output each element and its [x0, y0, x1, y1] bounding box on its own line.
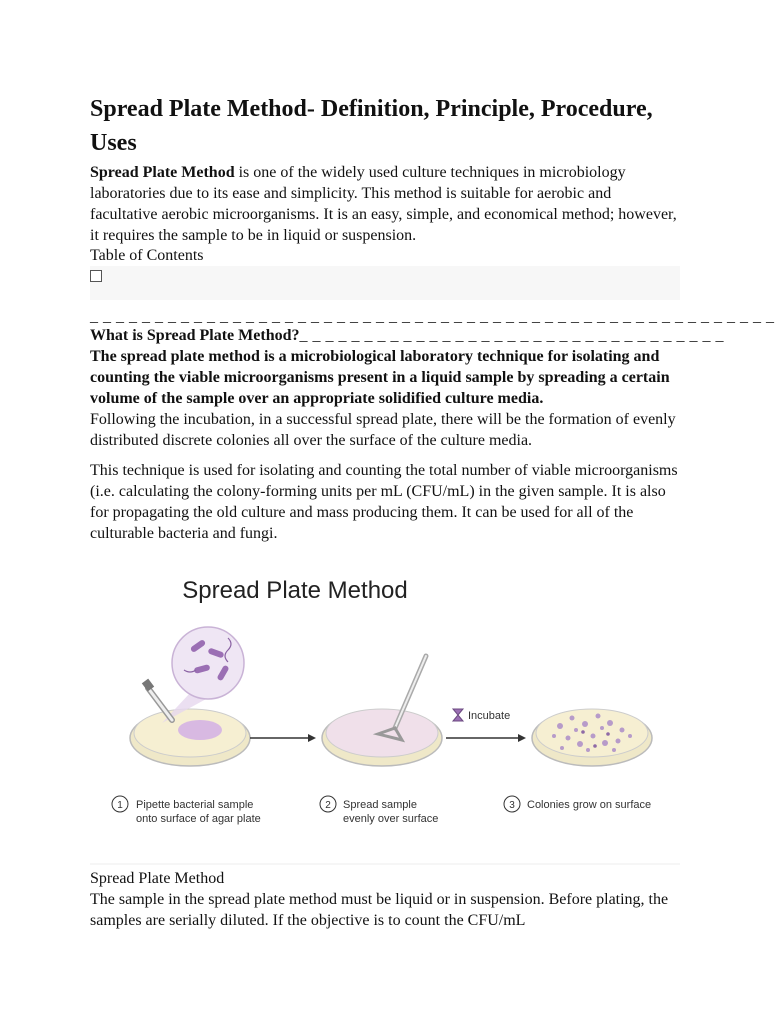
toc-box [90, 266, 680, 300]
intro-lead: Spread Plate Method [90, 164, 235, 181]
step-1-label [112, 796, 261, 825]
section-heading-row [90, 326, 724, 346]
spread-plate-figure [90, 558, 680, 868]
hourglass-icon [453, 709, 463, 721]
step-1-line-1: Pipette bacterial sample [136, 799, 254, 811]
step-2-line-1: Spread sample [343, 799, 417, 811]
toc-label: Table of Contents [90, 247, 204, 264]
step-2-label [320, 796, 438, 825]
dash-divider: _ _ _ _ _ _ _ _ _ _ _ _ _ _ _ _ _ _ _ _ _ _ _ _ _ _ _ _ _ _ _ _ _ _ _ _ _ _ _ _ _ _ _ _ _ _ _ _ _ _ _ _ _ [90, 308, 775, 325]
step-2-number: 2 [325, 800, 331, 811]
step-1-line-2: onto surface of agar plate [136, 813, 261, 825]
step-2-line-2: evenly over surface [343, 813, 439, 825]
uses-paragraph: This technique is used for isolating and counting the total number of viable microorganisms (i.e. calculating the colony-forming units per mL (CFU/mL) in the given sample. It is also for propagating the old culture and mass producing them. It can be used for all of the culturable bacteria and fungi. [90, 462, 678, 542]
incubation-paragraph: Following the incubation, in a successful spread plate, there will be the formation of evenly distributed discrete colonies all over the surface of the culture media. [90, 411, 676, 449]
figure-caption: Spread Plate Method [90, 870, 225, 887]
figure-title: Spread Plate Method [182, 577, 408, 604]
page-title: Spread Plate Method- Definition, Principle, Procedure, Uses [90, 96, 653, 156]
plate-3 [532, 709, 652, 766]
plate-1 [130, 709, 250, 766]
microbe-bubble [162, 627, 244, 723]
sample-paragraph: The sample in the spread plate method must be liquid or in suspension. Before plating, the samples are serially diluted. If the objective is to count the CFU/mL [90, 891, 669, 929]
step-3-line-1: Colonies grow on surface [527, 799, 652, 811]
intro-text: is one of the widely used culture techniques in microbiology laboratories due to its ease and simplicity. This method is suitable for aerobic and facultative aerobic microorganisms. It is an easy, simple, and economical method; however, it requires the sample to be in liquid or suspension. [90, 164, 677, 244]
definition-paragraph: The spread plate method is a microbiological laboratory technique for isolating and counting the viable microorganisms present in a liquid sample by spreading a certain volume of the sample over an appropriate solidified culture media. [90, 348, 670, 407]
arrow-1-icon [250, 734, 316, 742]
step-1-number: 1 [117, 800, 123, 811]
step-3-number: 3 [509, 800, 515, 811]
article [90, 92, 775, 931]
arrow-2-icon [446, 734, 526, 742]
plate-2 [322, 709, 442, 766]
incubate-label: Incubate [468, 710, 511, 722]
intro-paragraph [90, 162, 680, 246]
figure-diagram [90, 558, 680, 868]
toc-toggle-checkbox[interactable] [90, 270, 102, 282]
section-heading: What is Spread Plate Method? [90, 327, 300, 344]
heading-rule: _ _ _ _ _ _ _ _ _ _ _ _ _ _ _ _ _ _ _ _ _ _ _ _ _ _ _ _ _ _ _ _ _ [299, 327, 724, 344]
step-3-label [504, 796, 651, 812]
